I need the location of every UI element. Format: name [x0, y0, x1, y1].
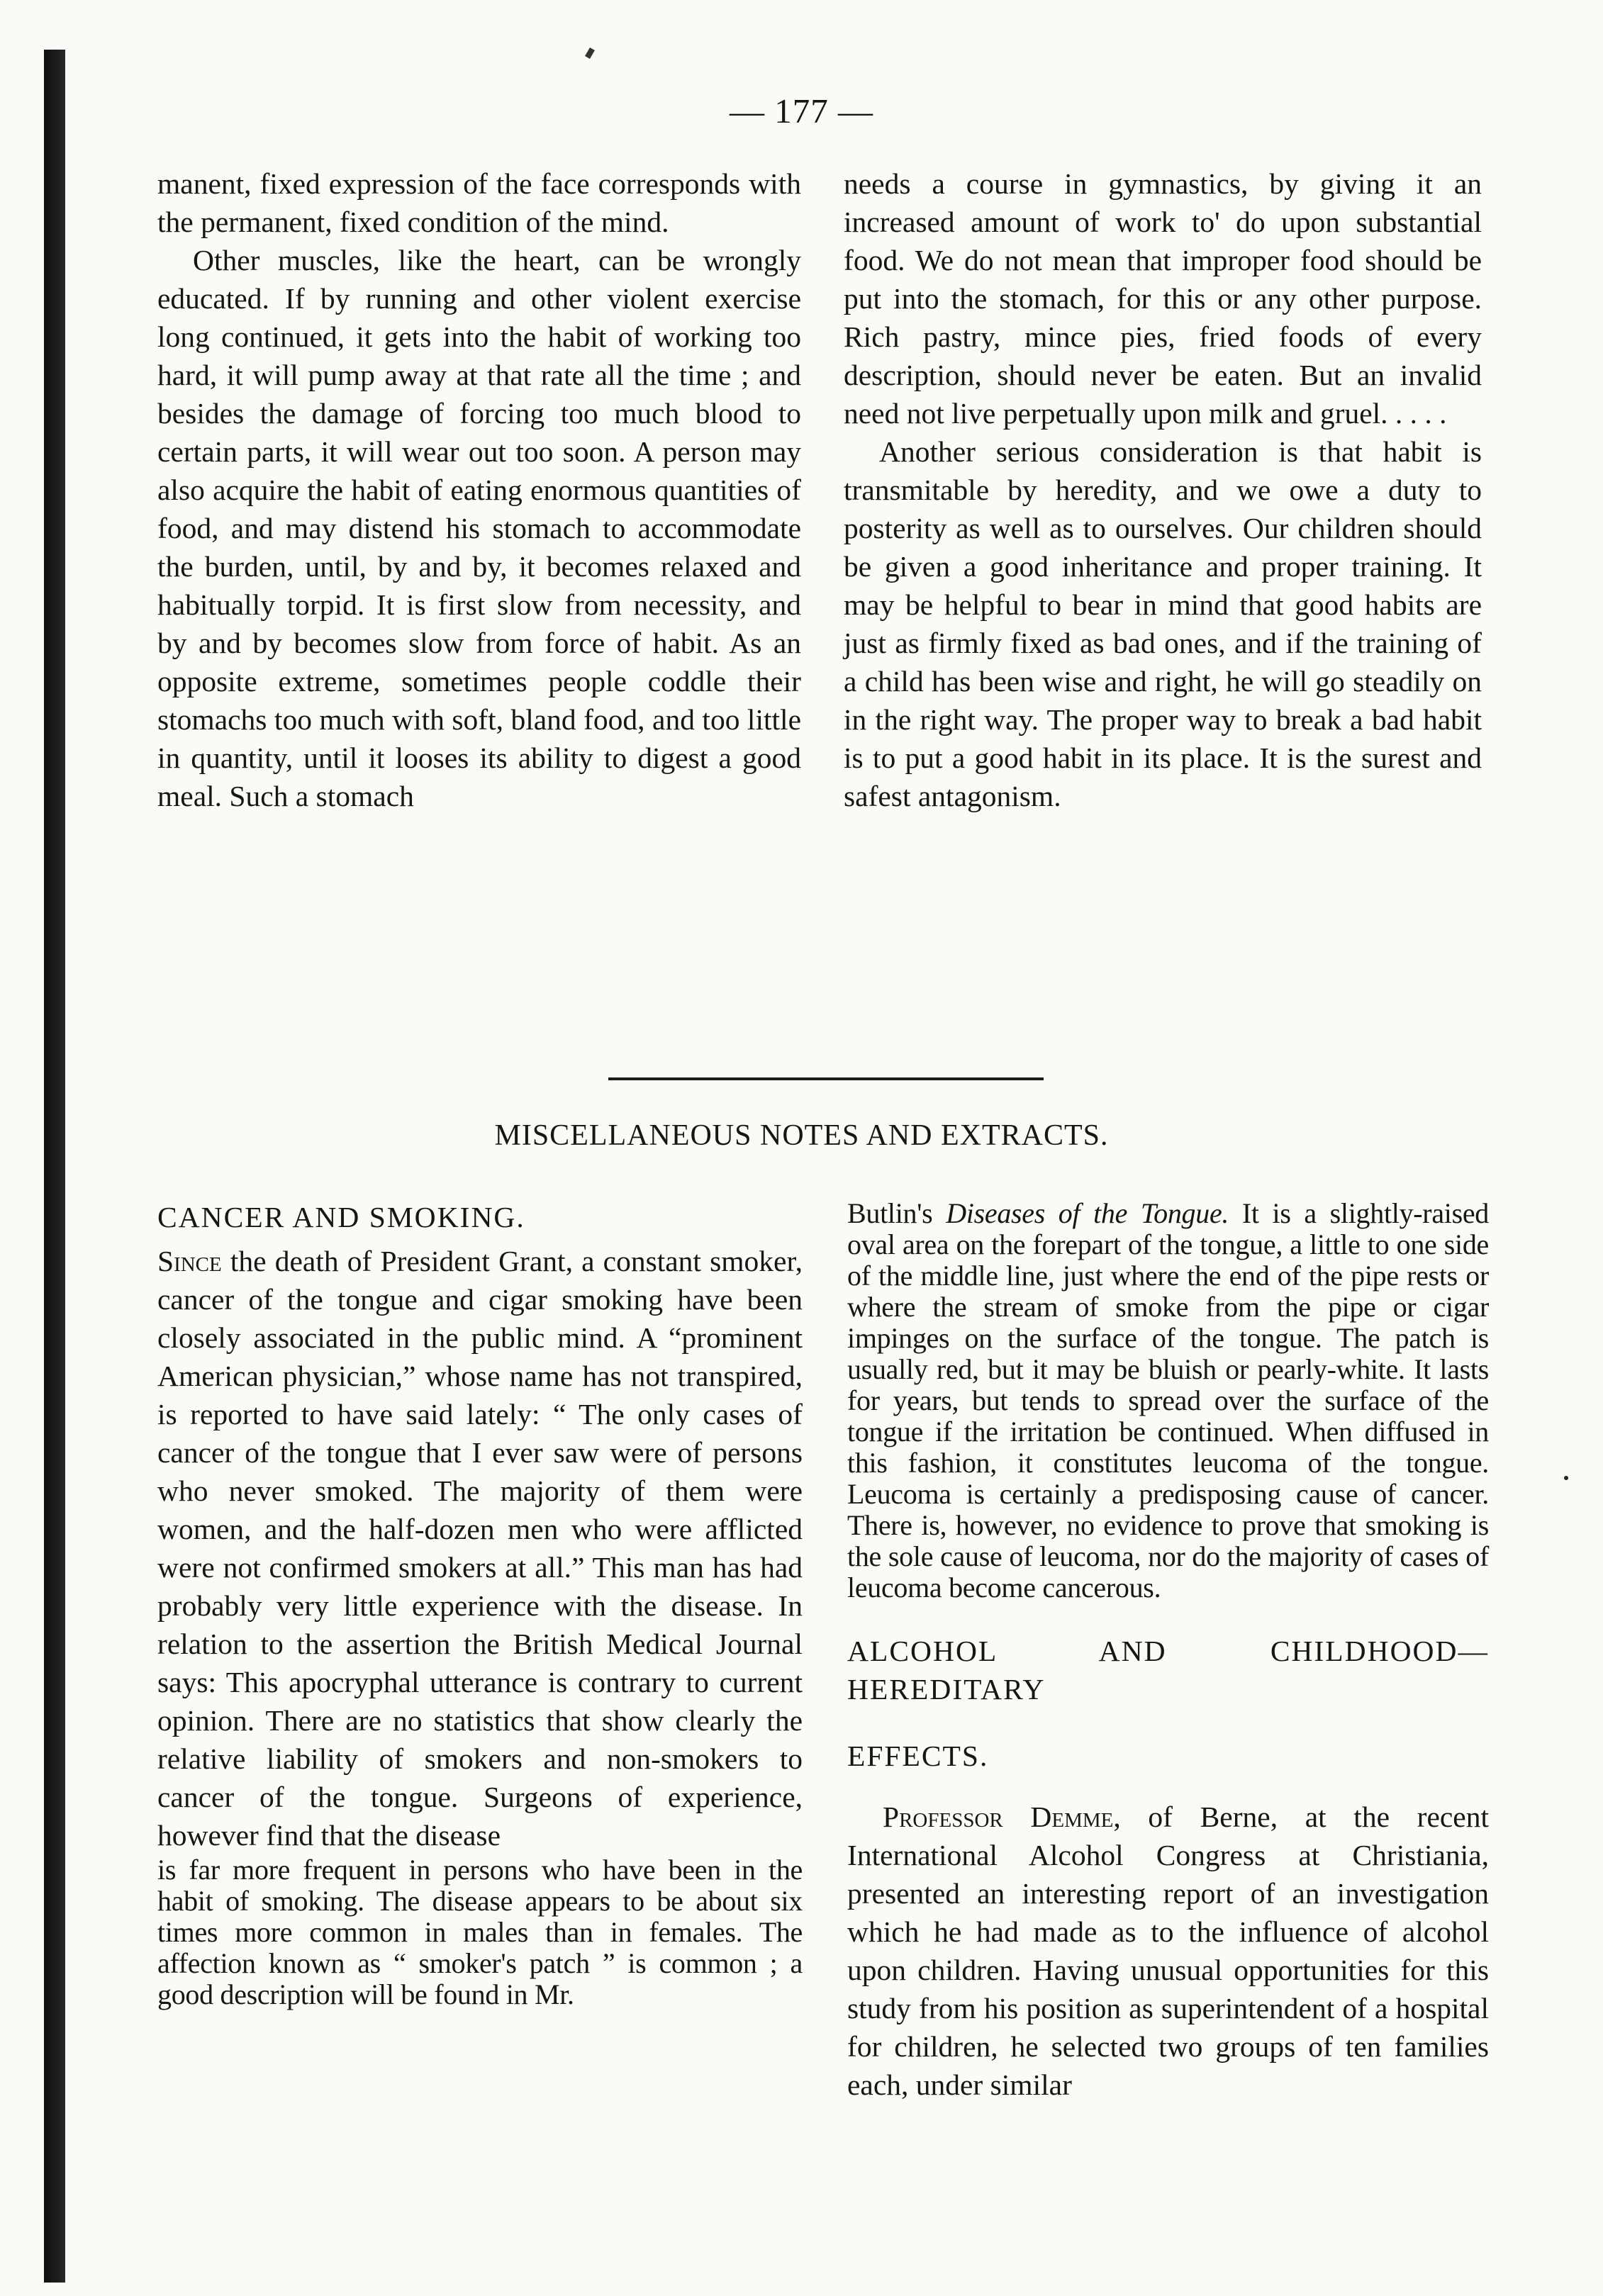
- ink-speck: [585, 47, 595, 59]
- section-heading: MISCELLANEOUS NOTES AND EXTRACTS.: [494, 1119, 1109, 1152]
- page-number: — 177 —: [730, 91, 873, 130]
- cancer-paragraph-continued-right: [847, 1198, 1489, 1603]
- alcohol-heading-line2: EFFECTS.: [847, 1740, 989, 1772]
- lead-name: Professor Demme: [883, 1801, 1114, 1833]
- upper-left-column: [157, 164, 801, 815]
- alcohol-paragraph: [847, 1798, 1489, 2104]
- cont-start: Butlin's: [847, 1197, 946, 1229]
- margin-dot: [1564, 1476, 1568, 1480]
- lead-word: Since: [157, 1245, 222, 1277]
- upper-right-column: [844, 164, 1482, 815]
- book-title: Diseases of the Tongue.: [946, 1197, 1229, 1229]
- cont-rest: It is a slightly-raised oval area on the forepart of the tongue, a little to one side of the middle line, just where the end of the pipe rests or where the stream of smoke from the pipe or cigar impinges on the surface of the tongue. The patch is usually red, but it may be bluish or pearly-white. It lasts for years, but tends to spread over the surface of the tongue if the irritation be continued. When diffused in this fashion, it constitutes leucoma of the tongue. Leucoma is certainly a predisposing cause of cancer. There is, however, no evidence to prove that smoking is the sole cause of leucoma, nor do the majority of cases of leucoma become cancerous.: [847, 1197, 1490, 1603]
- alcohol-text: , of Berne, at the recent International Alcohol Congress at Christiania, presented an interesting report of an investigation which he had made as to the influence of alcohol upon children. Having unusual opportunities for this study from his position as superintendent of a hospital for children, he selected two groups of ten families each, under similar: [847, 1801, 1489, 2101]
- paragraph: needs a course in gymnastics, by giving it an increased amount of work to' do upon substantial food. We do not mean that improper food should be put into the stomach, for this or any other purpose. Rich pastry, mince pies, fried foods of every description, should never be eaten. But an invalid need not live perpetually upon milk and gruel. . . . .: [844, 167, 1482, 430]
- lower-left-column: [157, 1198, 803, 2010]
- cancer-paragraph: [157, 1242, 803, 1854]
- cancer-text: the death of President Grant, a constant smoker, cancer of the tongue and cigar smoking have been closely associated in the public mind. A “prominent American physician,” whose name has not transpired, is reported to have said lately: “ The only cases of cancer of the tongue that I ever saw were of persons who never smoked. The majority of them were women, and the half-dozen men who were afflicted were not confirmed smokers at all.” This man has had probably very little experience with the disease. In relation to the assertion the British Medical Journal says: This apocryphal utterance is contrary to current opinion. There are no statistics that show clearly the relative liability of smokers and non-smokers to cancer of the tongue. Surgeons of experience, however find that the disease: [157, 1245, 803, 1852]
- section-divider-rule: [608, 1077, 1044, 1080]
- paragraph: Other muscles, like the heart, can be wrongly educated. If by running and other violent exercise long continued, it gets into the habit of working too hard, it will pump away at that rate all the time ; and besides the damage of forcing too much blood to certain parts, it will wear out too soon. A person may also acquire the habit of eating enormous quantities of food, and may distend his stomach to accommodate the burden, until, by and by, it becomes relaxed and habitually torpid. It is first slow from necessity, and by and by becomes slow from force of habit. As an opposite extreme, sometimes people coddle their stomachs too much with soft, bland food, and too little in quantity, until it looses its ability to digest a good meal. Such a stomach: [157, 244, 801, 812]
- cancer-paragraph-continued: is far more frequent in persons who have been in the habit of smoking. The disease appears to be about six times more common in males than in females. The affection known as “ smoker's patch ” is common ; a good description will be found in Mr.: [157, 1854, 803, 2010]
- cancer-heading: CANCER AND SMOKING.: [157, 1201, 525, 1233]
- paragraph: Another serious consideration is that habit is transmitable by heredity, and we owe a duty to posterity as well as to ourselves. Our children should be given a good inheritance and proper training. It may be helpful to bear in mind that good habits are just as firmly fixed as bad ones, and if the training of a child has been wise and right, he will go steadily on in the right way. The proper way to break a bad habit is to put a good habit in its place. It is the surest and safest antagonism.: [844, 435, 1482, 812]
- paragraph: manent, fixed expression of the face corresponds with the permanent, fixed condition of the mind.: [157, 167, 801, 238]
- lower-right-column: [847, 1198, 1489, 2104]
- alcohol-heading: ALCOHOL AND CHILDHOOD—HEREDITARY: [847, 1635, 1489, 1706]
- page-binding-edge: [44, 50, 65, 2283]
